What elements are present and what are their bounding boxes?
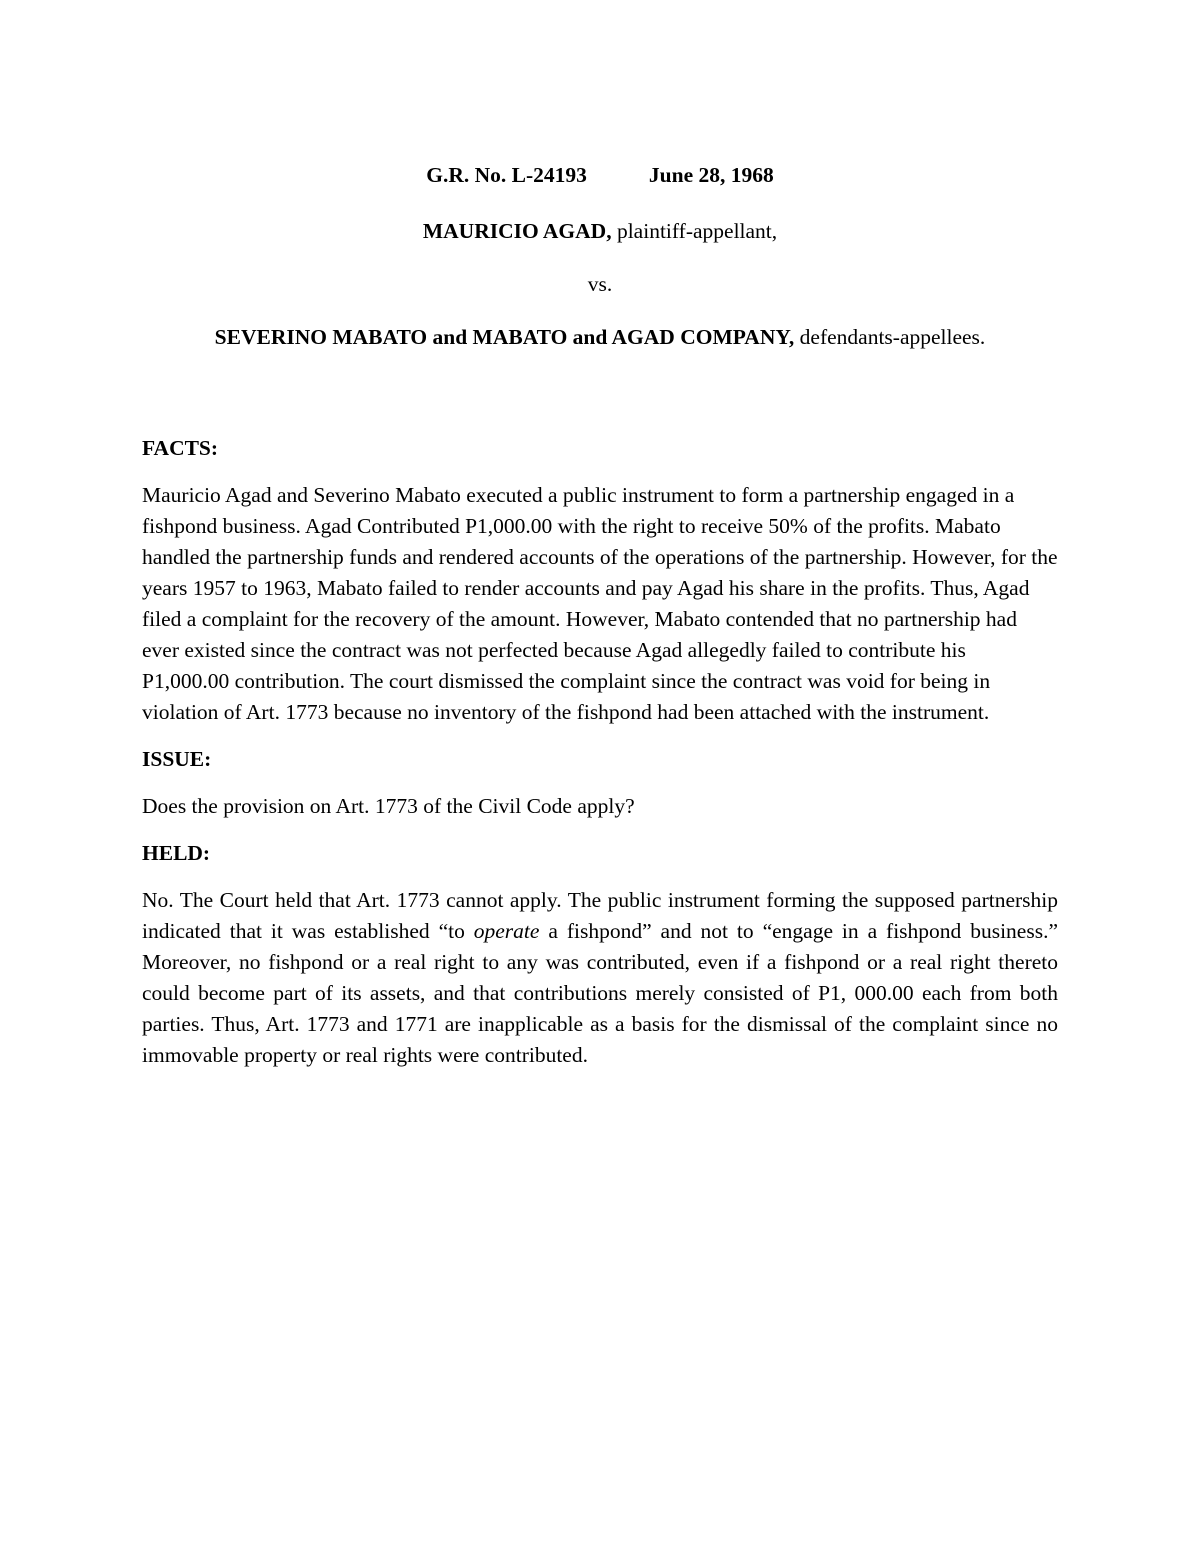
versus-line: vs.	[587, 272, 613, 296]
case-number: G.R. No. L-24193	[426, 163, 587, 187]
plaintiff-name: MAURICIO AGAD,	[422, 219, 612, 243]
held-body-part1: No. The Court held that Art. 1773 cannot apply. The public instrument forming the supposed partnership indicated that it was established “to	[142, 888, 1058, 943]
document-page	[142, 160, 1058, 1071]
issue-heading: ISSUE:	[142, 747, 212, 771]
held-body-part2: a fishpond” and not to “engage in a fishpond business.” Moreover, no fishpond or a real right to any was contributed, even if a fishpond or a real right thereto could become part of its assets, and that contributions merely consisted of P1, 000.00 each from both parties. Thus, Art. 1773 and 1771 are inapplicable as a basis for the dismissal of the complaint since no immovable property or real rights were contributed.	[142, 919, 1058, 1067]
defendant-role: defendants-appellees.	[794, 325, 986, 349]
held-body	[142, 885, 1058, 1071]
case-caption	[142, 160, 1058, 194]
plaintiff-line	[142, 216, 1058, 247]
defendant-line	[142, 322, 1058, 353]
issue-body: Does the provision on Art. 1773 of the Civil Code apply?	[142, 794, 635, 818]
held-body-emphasis: operate	[473, 919, 540, 943]
plaintiff-role: plaintiff-appellant,	[611, 219, 778, 243]
decision-date: June 28, 1968	[648, 163, 774, 187]
held-heading: HELD:	[142, 841, 211, 865]
facts-heading: FACTS:	[142, 436, 219, 460]
defendant-name: SEVERINO MABATO and MABATO and AGAD COMPANY,	[214, 325, 795, 349]
facts-body: Mauricio Agad and Severino Mabato executed a public instrument to form a partnership engaged in a fishpond business. Agad Contributed P1,000.00 with the right to receive 50% of the profits. Mabato handled the partnership funds and rendered accounts of the operations of the partnership. However, for the years 1957 to 1963, Mabato failed to render accounts and pay Agad his share in the profits. Thus, Agad filed a complaint for the recovery of the amount. However, Mabato contended that no partnership had ever existed since the contract was not perfected because Agad allegedly failed to contribute his P1,000.00 contribution. The court dismissed the complaint since the contract was void for being in violation of Art. 1773 because no inventory of the fishpond had been attached with the instrument.	[142, 483, 1058, 724]
